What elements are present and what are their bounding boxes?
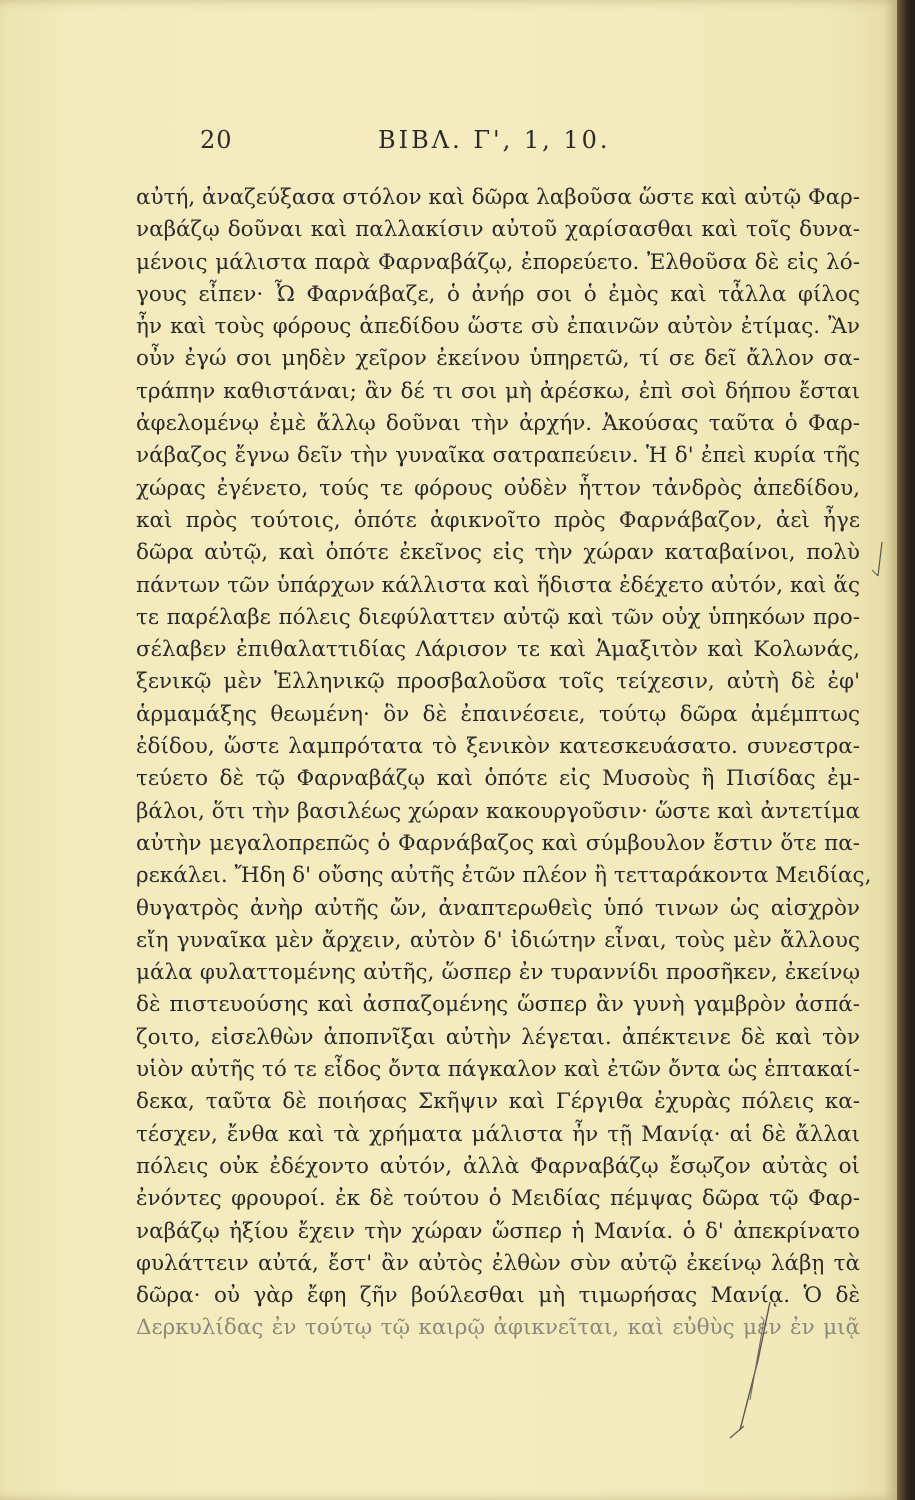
text-line: ἦν καὶ τοὺς φόρους ἀπεδίδου ὥστε σὺ ἐπαινῶν αὐτὸν ἐτίμας. Ἂν: [136, 314, 860, 340]
text-line: τέσχεν, ἔνθα καὶ τὰ χρήματα μάλιστα ἦν τῇ Μανίᾳ· αἱ δὲ ἄλλαι: [136, 1121, 860, 1147]
text-line: ναβάζῳ δοῦναι καὶ παλλακίσιν αὐτοῦ χαρίσασθαι καὶ τοῖς δυνα-: [136, 217, 860, 243]
text-line: δεκα, ταῦτα δὲ ποιήσας Σκῆψιν καὶ Γέργιθα ἐχυρὰς πόλεις κα-: [136, 1089, 860, 1115]
text-line: σέλαβεν ἐπιθαλαττιδίας Λάρισον τε καὶ Ἁμαξιτὸν καὶ Κολωνάς,: [136, 637, 860, 663]
text-line: ξενικῷ μὲν Ἑλληνικῷ προσβαλοῦσα τοῖς τείχεσιν, αὐτὴ δὲ ἐφ': [136, 669, 860, 695]
text-line: τεύετο δὲ τῷ Φαρναβάζῳ καὶ ὁπότε εἰς Μυσοὺς ἢ Πισίδας ἐμ-: [136, 766, 860, 792]
text-line: ναβάζῳ ἠξίου ἔχειν τὴν χώραν ὥσπερ ἡ Μανία. ὁ δ' ἀπεκρίνατο: [136, 1218, 860, 1244]
text-line: ἐνόντες φρουροί. ἐκ δὲ τούτου ὁ Μειδίας πέμψας δῶρα τῷ Φαρ-: [136, 1186, 860, 1212]
text-line: αὐτή, ἀναζεύξασα στόλον καὶ δῶρα λαβοῦσα ὥστε καὶ αὐτῷ Φαρ-: [136, 185, 860, 210]
text-line: αὐτὴν μεγαλοπρεπῶς ὁ Φαρνάβαζος καὶ σύμβουλον ἔστιν ὅτε πα-: [136, 830, 860, 856]
text-line: πόλεις οὐκ ἐδέχοντο αὐτόν, ἀλλὰ Φαρναβάζῳ ἔσῳζον αὐτὰς οἱ: [136, 1153, 860, 1179]
text-line: τε παρέλαβε πόλεις διεφύλαττεν αὐτῷ καὶ τῶν οὐχ ὑπηκόων προ-: [136, 604, 860, 630]
text-line: ἁρμαμάξης θεωμένη· ὃν δὲ ἐπαινέσειε, τούτῳ δῶρα ἀμέμπτως: [136, 701, 860, 727]
running-head: ΒΙΒΛ. Γ', 1, 10.: [378, 126, 611, 154]
text-line: δῶρα αὐτῷ, καὶ ὁπότε ἐκεῖνος εἰς τὴν χώραν καταβαίνοι, πολὺ: [136, 540, 860, 566]
text-line: χώρας ἐγένετο, τούς τε φόρους οὐδὲν ἧττον τἀνδρὸς ἀπεδίδου,: [136, 475, 860, 501]
text-line: ἀφελομένῳ ἐμὲ ἄλλῳ δοῦναι τὴν ἀρχήν. Ἀκούσας ταῦτα ὁ Φαρ-: [136, 411, 860, 437]
text-line: νάβαζος ἔγνω δεῖν τὴν γυναῖκα σατραπεύειν. Ἡ δ' ἐπεὶ κυρία τῆς: [136, 443, 860, 469]
text-line: γους εἶπεν· Ὦ Φαρνάβαζε, ὁ ἀνήρ σοι ὁ ἐμὸς καὶ τἆλλα φίλος: [136, 281, 860, 307]
body-text: [136, 182, 872, 1345]
page-number: 20: [200, 126, 233, 154]
text-line: ἐδίδου, ὥστε λαμπρότατα τὸ ξενικὸν κατεσκευάσατο. συνεστρα-: [136, 734, 860, 760]
book-spine-edge: [897, 0, 915, 1500]
text-line: ζοιτο, εἰσελθὼν ἀποπνῖξαι αὐτὴν λέγεται. ἀπέκτεινε δὲ καὶ τὸν: [136, 1024, 860, 1050]
text-line: τράπην καθιστάναι; ἂν δέ τι σοι μὴ ἀρέσκω, ἐπὶ σοὶ δήπου ἔσται: [136, 378, 860, 404]
text-line: δῶρα· οὐ γὰρ ἔφη ζῆν βούλεσθαι μὴ τιμωρήσας Μανίᾳ. Ὁ δὲ: [136, 1283, 860, 1309]
text-line: Δερκυλίδας ἐν τούτῳ τῷ καιρῷ ἀφικνεῖται, καὶ εὐθὺς μὲν ἐν μιᾷ: [136, 1315, 860, 1341]
text-line: θυγατρὸς ἀνὴρ αὐτῆς ὤν, ἀναπτερωθεὶς ὑπό τινων ὡς αἰσχρὸν: [136, 895, 860, 921]
text-line: οὖν ἐγώ σοι μηδὲν χεῖρον ἐκείνου ὑπηρετῶ, τί σε δεῖ ἄλλον σα-: [136, 346, 860, 372]
margin-tick-mark: [868, 540, 888, 580]
text-line: πάντων τῶν ὑπάρχων κάλλιστα καὶ ἥδιστα ἐδέχετο αὐτόν, καὶ ἅς: [136, 572, 860, 598]
text-line: δὲ πιστευούσης καὶ ἀσπαζομένης ὥσπερ ἂν γυνὴ γαμβρὸν ἀσπά-: [136, 992, 860, 1018]
text-line: καὶ πρὸς τούτοις, ὁπότε ἀφικνοῖτο πρὸς Φαρνάβαζον, ἀεὶ ἦγε: [136, 507, 860, 533]
text-line: μένοις μάλιστα παρὰ Φαρναβάζῳ, ἐπορεύετο. Ἐλθοῦσα δὲ εἰς λό-: [136, 249, 860, 275]
text-line: φυλάττειν αὐτά, ἔστ' ἂν αὐτὸς ἐλθὼν σὺν αὐτῷ ἐκείνῳ λάβῃ τὰ: [136, 1250, 860, 1276]
text-line: υἱὸν αὐτῆς τό τε εἶδος ὄντα πάγκαλον καὶ ἐτῶν ὄντα ὡς ἑπτακαί-: [136, 1057, 860, 1083]
text-line: βάλοι, ὅτι τὴν βασιλέως χώραν κακουργοῦσιν· ὥστε καὶ ἀντετίμα: [136, 798, 860, 824]
text-line: μάλα φυλαττομένης αὐτῆς, ὥσπερ ἐν τυραννίδι προσῆκεν, ἐκείνῳ: [136, 960, 860, 986]
text-line: ρεκάλει. Ἤδη δ' οὔσης αὐτῆς ἐτῶν πλέον ἢ τετταράκοντα Μειδίας,: [136, 863, 872, 889]
text-line: εἴη γυναῖκα μὲν ἄρχειν, αὐτὸν δ' ἰδιώτην εἶναι, τοὺς μὲν ἄλλους: [136, 927, 860, 953]
page-header: [0, 120, 897, 160]
pencil-mark: [720, 1300, 780, 1440]
